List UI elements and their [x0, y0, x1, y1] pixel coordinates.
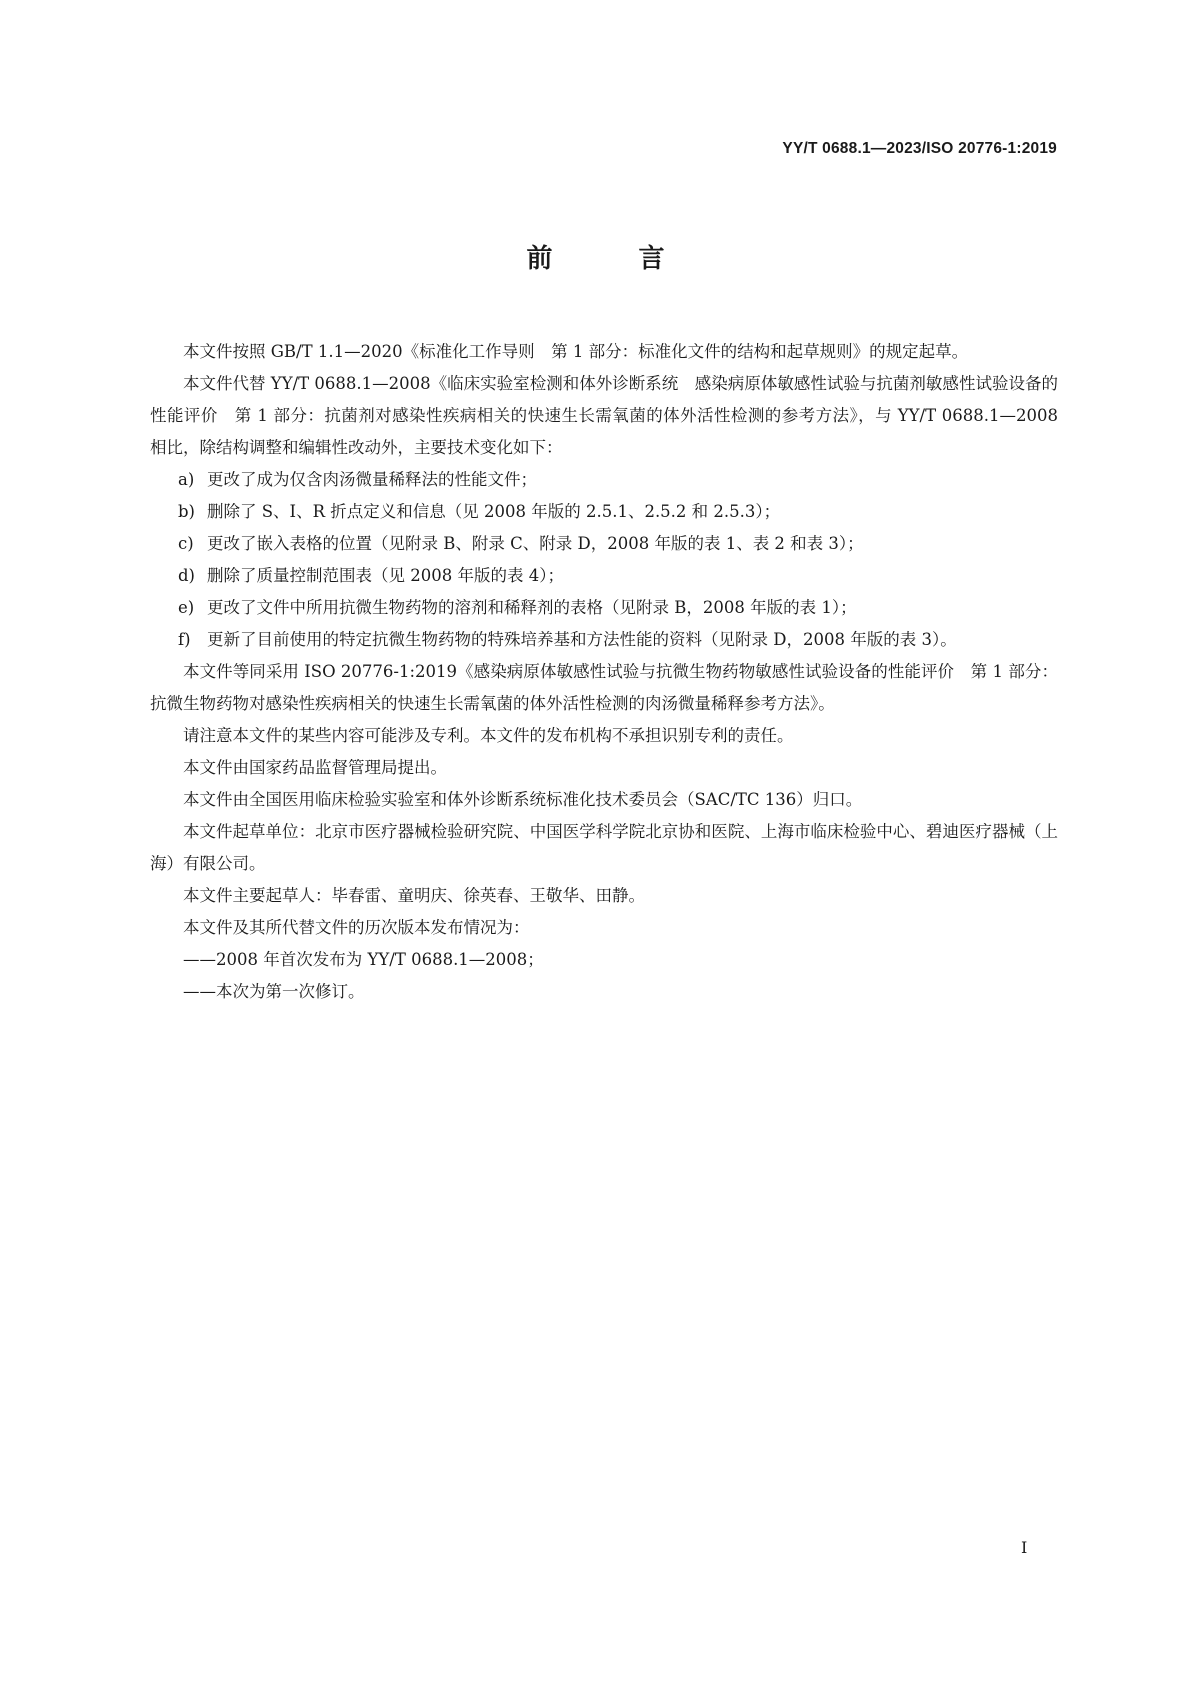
paragraph-replaces: 本文件代替 YY/T 0688.1—2008《临床实验室检测和体外诊断系统 感染病原体敏感性试验与抗菌剂敏感性试验设备的性能评价 第 1 部分：抗菌剂对感染性疾病相关的快速生长需氧菌的体外活性检测的参考方法》，与 YY/T 0688.1—2008 相比，除结构调整和编辑性改动外，主要技术变化如下：	[150, 374, 1058, 457]
paragraph-proposed-by: 本文件由国家药品监督管理局提出。	[183, 758, 447, 777]
list-item-text: 更改了嵌入表格的位置（见附录 B、附录 C、附录 D，2008 年版的表 1、表 2 和表 3）；	[207, 534, 864, 553]
list-item	[150, 592, 1058, 624]
history-item: ——2008 年首次发布为 YY/T 0688.1—2008；	[183, 950, 544, 969]
list-item-text: 更改了成为仅含肉汤微量稀释法的性能文件；	[207, 470, 537, 489]
paragraph-adoption: 本文件等同采用 ISO 20776-1:2019《感染病原体敏感性试验与抗微生物药物敏感性试验设备的性能评价 第 1 部分：抗微生物药物对感染性疾病相关的快速生长需氧菌的体外活性检测的肉汤微量稀释参考方法》。	[150, 662, 1058, 713]
list-marker: e)	[178, 598, 195, 617]
list-marker: a)	[178, 470, 195, 489]
list-marker: f)	[178, 630, 191, 649]
list-marker: c)	[178, 534, 194, 553]
paragraph-drafting-units: 本文件起草单位：北京市医疗器械检验研究院、中国医学科学院北京协和医院、上海市临床检验中心、碧迪医疗器械（上海）有限公司。	[150, 822, 1058, 873]
history-item: ——本次为第一次修订。	[183, 982, 365, 1001]
list-marker: b)	[178, 502, 195, 521]
paragraph-drafting-rules: 本文件按照 GB/T 1.1—2020《标准化工作导则 第 1 部分：标准化文件的结构和起草规则》的规定起草。	[183, 342, 969, 361]
list-item-text: 更新了目前使用的特定抗微生物药物的特殊培养基和方法性能的资料（见附录 D，2008 年版的表 3）。	[207, 630, 957, 649]
list-marker: d)	[178, 566, 195, 585]
list-item	[150, 624, 1058, 656]
paragraph-patent-notice: 请注意本文件的某些内容可能涉及专利。本文件的发布机构不承担识别专利的责任。	[183, 726, 794, 745]
list-item-text: 删除了 S、I、R 折点定义和信息（见 2008 年版的 2.5.1、2.5.2 和 2.5.3）；	[207, 502, 781, 521]
paragraph-history-intro: 本文件及其所代替文件的历次版本发布情况为：	[183, 918, 530, 937]
document-code: YY/T 0688.1—2023/ISO 20776-1:2019	[782, 140, 1057, 157]
page-title: 前 言	[526, 244, 695, 274]
list-item-text: 更改了文件中所用抗微生物药物的溶剂和稀释剂的表格（见附录 B，2008 年版的表 1）；	[207, 598, 857, 617]
paragraph-drafters: 本文件主要起草人：毕春雷、童明庆、徐英春、王敬华、田静。	[183, 886, 645, 905]
list-item	[150, 496, 1058, 528]
list-item	[150, 464, 1058, 496]
page-number: I	[1021, 1538, 1028, 1557]
paragraph-centralized-by: 本文件由全国医用临床检验实验室和体外诊断系统标准化技术委员会（SAC/TC 136）归口。	[183, 790, 863, 809]
list-item	[150, 560, 1058, 592]
document-body	[150, 336, 1058, 1008]
list-item-text: 删除了质量控制范围表（见 2008 年版的表 4）；	[207, 566, 564, 585]
list-item	[150, 528, 1058, 560]
